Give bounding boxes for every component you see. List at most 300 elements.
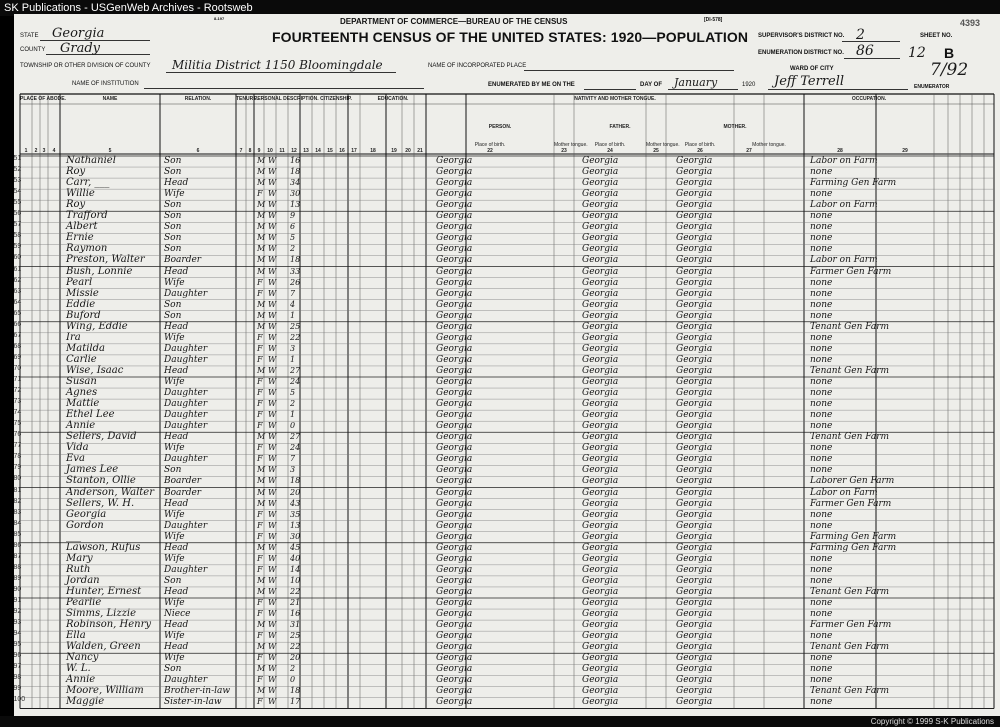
row-age: 7 [290,288,296,298]
row-bp: Georgia [436,631,473,642]
row-occ: none [810,410,833,421]
ward-label: WARD OF CITY [790,66,834,72]
row-occ: none [810,664,833,675]
row-fbp: Georgia [582,299,619,310]
row-race: W [268,564,277,574]
row-rel: Daughter [164,564,208,575]
row-mbp: Georgia [676,321,713,332]
row-mbp: Georgia [676,454,713,465]
row-n: 64 [14,298,22,306]
row-n: 77 [14,442,22,450]
row-rel: Son [164,465,182,476]
row-fbp: Georgia [582,277,619,288]
row-mbp: Georgia [676,575,713,586]
row-mbp: Georgia [676,598,713,608]
row-fbp: Georgia [582,454,619,465]
row-name: Vida [66,442,89,454]
row-n: 73 [14,398,22,406]
row-sex: M [257,321,266,331]
row-name: Lawson, Rufus [66,541,141,553]
row-occ: none [810,697,833,708]
row-n: 93 [14,619,22,627]
nativity-field-heading: Place of birth. [474,142,506,148]
row-bp: Georgia [436,288,473,299]
row-rel: Wife [164,443,185,454]
row-name: Ira [66,331,81,343]
row-rel: Daughter [164,410,208,421]
row-race: W [268,520,277,530]
nativity-subheading: MOTHER. [723,124,747,130]
row-name: Nancy [66,652,99,664]
row-fbp: Georgia [582,178,619,189]
row-age: 0 [290,421,296,431]
row-sex: F [257,377,263,386]
row-occ: Tenant Gen Farm [810,686,890,697]
sheet-label: SHEET NO. [920,33,953,39]
row-occ: none [810,277,833,288]
row-race: W [268,432,277,442]
row-age: 7 [290,454,296,464]
column-number: 3 [42,148,46,154]
row-mbp: Georgia [676,520,713,531]
row-age: 16 [290,156,301,165]
row-occ: Farmer Gen Farm [810,498,892,509]
row-bp: Georgia [436,542,473,553]
sheet-value: 12 [908,45,926,61]
row-name: Nathaniel [66,155,116,166]
row-fbp: Georgia [582,631,619,642]
row-sex: M [257,586,266,596]
row-rel: Son [164,310,182,321]
row-bp: Georgia [436,222,473,233]
row-occ: none [810,609,833,620]
row-bp: Georgia [436,465,473,476]
row-race: W [268,200,277,210]
row-fbp: Georgia [582,509,619,520]
row-age: 33 [290,266,301,276]
row-age: 24 [290,443,301,453]
row-mbp: Georgia [676,642,713,653]
row-rel: Son [164,167,182,178]
row-bp: Georgia [436,178,473,189]
row-name: Simms, Lizzie [66,608,136,620]
row-race: W [268,189,277,199]
row-race: W [268,266,277,276]
row-rel: Boarder [164,476,202,487]
row-race: W [268,167,277,177]
row-mbp: Georgia [676,509,713,520]
row-age: 18 [290,255,301,265]
row-sex: M [257,365,266,375]
row-race: W [268,388,277,398]
row-occ: none [810,443,833,454]
row-occ: none [810,288,833,299]
enumerator-name: Jeff Terrell [774,74,845,89]
column-number: 26 [697,148,703,154]
column-number: 12 [291,148,297,154]
row-race: W [268,233,277,243]
row-name: Anderson, Walter [66,486,154,498]
row-age: 31 [290,620,301,630]
row-n: 53 [14,177,22,185]
row-bp: Georgia [436,553,473,564]
row-occ: none [810,509,833,520]
row-race: W [268,531,277,541]
row-name: Carr, ___ [66,177,110,189]
row-rel: Head [164,321,189,332]
column-number: 2 [34,148,38,154]
bottom-bar [0,716,1000,727]
row-occ: none [810,598,833,608]
row-rel: Wife [164,631,185,642]
row-sex: M [257,575,266,585]
row-mbp: Georgia [676,332,713,343]
row-race: W [268,211,277,221]
row-mbp: Georgia [676,531,713,542]
row-name: Eva [66,453,85,465]
column-number: 11 [279,148,285,154]
row-bp: Georgia [436,498,473,509]
row-age: 40 [290,553,301,563]
row-mbp: Georgia [676,377,713,387]
row-mbp: Georgia [676,255,713,266]
row-fbp: Georgia [582,686,619,697]
row-occ: none [810,520,833,531]
column-group-heading: TENURE. [236,96,258,102]
row-name: Ruth [66,563,91,575]
row-bp: Georgia [436,410,473,421]
row-n: 89 [14,574,22,582]
row-name: Ella [66,630,86,642]
row-age: 17 [290,697,301,707]
row-rel: Wife [164,189,185,200]
row-mbp: Georgia [676,476,713,487]
county-label: COUNTY [20,47,46,53]
row-name: Pearl [66,276,93,288]
row-rel: Son [164,156,182,166]
row-name: Trafford [66,210,108,222]
row-sex: F [257,653,263,663]
department-title: DEPARTMENT OF COMMERCE—BUREAU OF THE CENSUS [340,17,568,26]
row-fbp: Georgia [582,156,619,166]
row-mbp: Georgia [676,553,713,564]
row-sex: M [257,542,266,552]
row-rel: Son [164,575,182,586]
row-race: W [268,454,277,464]
row-bp: Georgia [436,487,473,498]
row-fbp: Georgia [582,520,619,531]
row-occ: none [810,653,833,664]
column-number: 4 [52,148,56,154]
row-age: 30 [290,189,301,199]
row-sex: M [257,664,266,674]
row-sex: F [257,332,263,342]
row-race: W [268,332,277,342]
enumeration-label: ENUMERATION DISTRICT NO. [758,50,844,56]
row-rel: Head [164,365,189,376]
row-mbp: Georgia [676,498,713,509]
row-n: 62 [14,276,22,284]
row-n: 95 [14,641,22,649]
row-name: Matilda [66,342,105,354]
row-n: 52 [14,166,22,174]
row-n: 65 [14,309,22,317]
row-rel: Daughter [164,288,208,299]
row-fbp: Georgia [582,620,619,631]
row-name: Carlie [66,353,97,365]
enumerator-label: ENUMERATOR [914,84,950,90]
row-sex: F [257,697,263,707]
row-bp: Georgia [436,233,473,244]
enumerated-label: ENUMERATED BY ME ON THE [488,82,575,88]
row-age: 26 [290,277,301,287]
row-sex: F [257,189,263,199]
row-bp: Georgia [436,509,473,520]
row-bp: Georgia [436,365,473,376]
row-bp: Georgia [436,664,473,675]
row-name: Jordan [66,574,100,586]
row-occ: Labor on Farm [810,200,878,211]
row-name: Walden, Green [66,641,141,653]
row-race: W [268,697,277,707]
row-rel: Head [164,542,189,553]
row-fbp: Georgia [582,266,619,277]
row-fbp: Georgia [582,200,619,211]
row-n: 76 [14,431,22,439]
row-name: Missie [66,287,99,299]
column-number: 15 [327,148,333,154]
row-race: W [268,620,277,630]
nativity-field-heading: Mother tongue. [752,142,786,148]
row-rel: Daughter [164,343,208,354]
row-occ: Tenant Gen Farm [810,642,890,653]
row-n: 86 [14,541,22,549]
row-name: Bush, Lonnie [66,265,133,277]
row-sex: M [257,299,266,309]
column-number: 7 [239,148,243,154]
supervisor-value: 2 [856,27,865,43]
row-fbp: Georgia [582,365,619,376]
row-rel: Brother-in-law [164,686,231,697]
row-rel: Daughter [164,520,208,531]
column-number: 18 [370,148,376,154]
column-group-heading: EDUCATION. [377,96,409,102]
county-value: Grady [60,41,101,56]
row-rel: Head [164,586,189,597]
row-occ: none [810,343,833,354]
row-mbp: Georgia [676,686,713,697]
row-race: W [268,653,277,663]
row-mbp: Georgia [676,609,713,620]
row-n: 59 [14,243,22,251]
row-rel: Daughter [164,354,208,365]
row-n: 92 [14,608,22,616]
row-name: Buford [66,309,101,321]
row-name: Agnes [66,387,98,399]
row-age: 20 [290,653,301,663]
row-name: Eddie [66,298,96,310]
row-fbp: Georgia [582,343,619,354]
column-number: 23 [561,148,567,154]
row-occ: none [810,553,833,564]
row-race: W [268,377,277,386]
row-mbp: Georgia [676,266,713,277]
row-age: 25 [290,631,301,641]
row-race: W [268,675,277,685]
row-occ: Labor on Farm [810,487,878,498]
row-bp: Georgia [436,686,473,697]
ward-value: 7/92 [930,60,969,80]
enumerated-month: January [674,76,718,89]
row-n: 57 [14,221,22,229]
row-mbp: Georgia [676,167,713,178]
row-rel: Head [164,642,189,653]
column-number: 27 [746,148,752,154]
row-fbp: Georgia [582,542,619,553]
row-name: Robinson, Henry [66,619,152,631]
row-fbp: Georgia [582,388,619,399]
row-occ: Farming Gen Farm [810,178,897,189]
column-number: 17 [351,148,357,154]
column-group-heading: OCCUPATION. [851,96,887,102]
row-mbp: Georgia [676,631,713,642]
row-occ: none [810,631,833,642]
row-mbp: Georgia [676,365,713,376]
source-bar: SK Publications - USGenWeb Archives - Rootsweb [0,0,1000,16]
column-number: 29 [902,148,908,154]
row-occ: none [810,354,833,365]
row-age: 30 [290,531,301,541]
row-race: W [268,465,277,475]
row-bp: Georgia [436,697,473,708]
row-mbp: Georgia [676,178,713,189]
row-mbp: Georgia [676,432,713,443]
row-race: W [268,553,277,563]
row-age: 18 [290,476,301,486]
row-race: W [268,354,277,364]
column-number: 1 [24,148,28,154]
row-bp: Georgia [436,266,473,277]
row-name: Gordon [66,519,104,531]
row-bp: Georgia [436,575,473,586]
row-occ: Farming Gen Farm [810,542,897,553]
row-bp: Georgia [436,421,473,432]
row-fbp: Georgia [582,288,619,299]
row-rel: Sister-in-law [164,697,222,708]
row-race: W [268,244,277,254]
row-bp: Georgia [436,454,473,465]
row-n: 69 [14,353,22,361]
row-rel: Head [164,432,189,443]
row-age: 5 [290,388,296,398]
row-mbp: Georgia [676,697,713,708]
row-race: W [268,421,277,431]
row-name: Annie [66,420,96,432]
row-n: 78 [14,453,22,461]
row-name: Georgia [66,508,107,520]
row-name: Roy [66,166,86,178]
row-n: 81 [14,486,22,494]
row-n: 68 [14,342,22,350]
row-n: 67 [14,331,22,339]
row-race: W [268,321,277,331]
row-occ: none [810,310,833,321]
row-fbp: Georgia [582,332,619,343]
row-mbp: Georgia [676,443,713,454]
row-sex: M [257,498,266,508]
row-occ: none [810,421,833,432]
row-rel: Wife [164,553,185,564]
row-sex: F [257,421,263,431]
row-sex: M [257,310,266,320]
row-occ: none [810,189,833,200]
row-occ: none [810,332,833,343]
census-sheet [14,14,1000,720]
row-sex: M [257,200,266,210]
row-occ: Farming Gen Farm [810,531,897,542]
row-n: 80 [14,475,22,483]
form-number: 8-197 [214,16,225,21]
column-number: 24 [607,148,613,154]
column-group-heading: RELATION. [184,96,212,102]
row-fbp: Georgia [582,233,619,244]
row-rel: Wife [164,653,185,664]
row-fbp: Georgia [582,321,619,332]
row-n: 54 [14,188,22,196]
row-race: W [268,310,277,320]
row-n: 58 [14,232,22,240]
row-fbp: Georgia [582,697,619,708]
row-bp: Georgia [436,432,473,443]
column-number: 14 [315,148,321,154]
nativity-subheading: FATHER. [609,124,631,130]
row-name: Roy [66,199,86,211]
row-mbp: Georgia [676,487,713,498]
row-age: 18 [290,686,301,696]
row-sex: M [257,255,266,265]
row-mbp: Georgia [676,211,713,222]
row-occ: none [810,388,833,399]
row-race: W [268,343,277,353]
row-bp: Georgia [436,156,473,166]
row-race: W [268,631,277,641]
row-n: 66 [14,320,22,328]
form-code: [DI-578] [704,17,723,23]
row-occ: Labor on Farm [810,255,878,266]
column-group-heading: NATIVITY AND MOTHER TONGUE. [574,96,656,102]
row-mbp: Georgia [676,200,713,211]
row-age: 22 [290,586,301,596]
row-bp: Georgia [436,531,473,542]
row-fbp: Georgia [582,211,619,222]
row-name: Hunter, Ernest [66,585,142,597]
row-rel: Daughter [164,399,208,410]
row-age: 27 [290,432,301,442]
row-mbp: Georgia [676,277,713,288]
row-sex: M [257,244,266,254]
row-age: 21 [290,598,301,607]
row-race: W [268,410,277,420]
row-race: W [268,498,277,508]
row-fbp: Georgia [582,222,619,233]
row-rel: Boarder [164,487,202,498]
column-number: 16 [339,148,345,154]
column-number: 9 [257,148,261,154]
row-occ: none [810,675,833,686]
row-fbp: Georgia [582,653,619,664]
row-race: W [268,156,277,165]
row-age: 0 [290,675,296,685]
